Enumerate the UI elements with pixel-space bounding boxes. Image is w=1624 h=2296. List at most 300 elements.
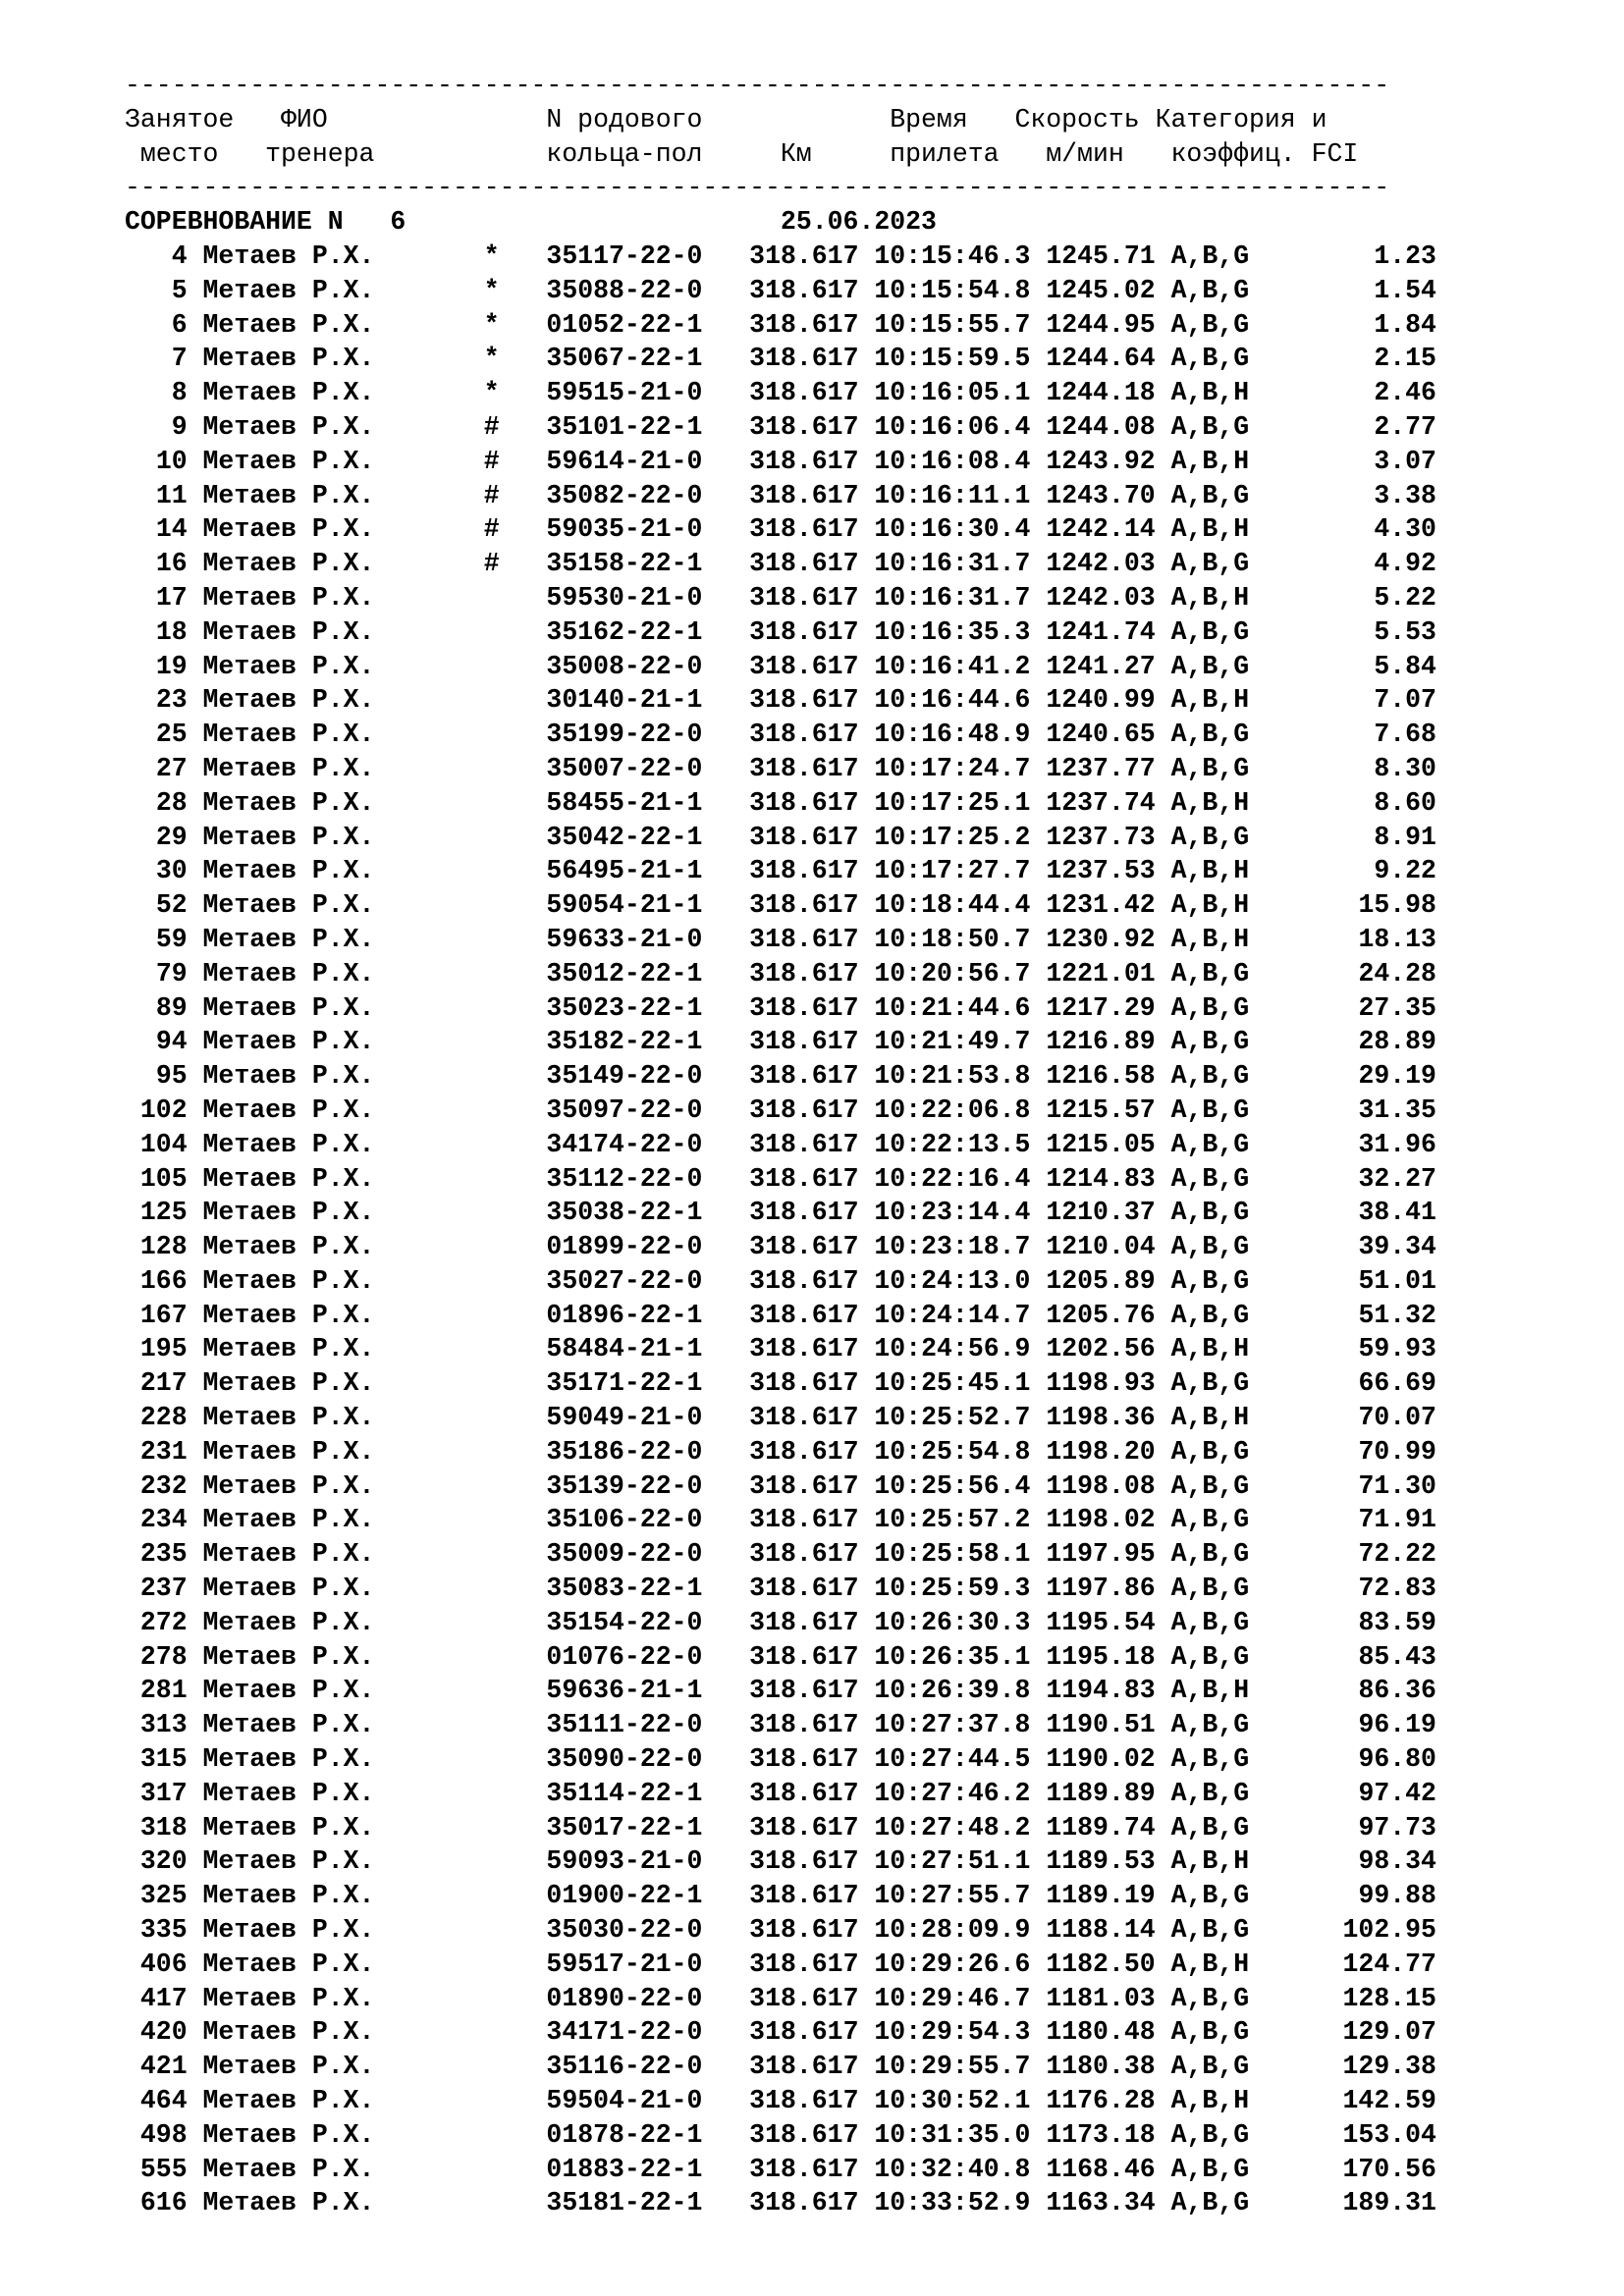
place-cell: 128 [139,1232,188,1262]
speed-cell: 1202.56 [1046,1334,1156,1364]
trainer-name-cell: Метаев Р.Х. [202,1846,375,1877]
table-row [125,1503,1597,1537]
speed-cell: 1180.48 [1046,2017,1156,2048]
ring-number-cell: 35090-22-0 [546,1744,703,1775]
place-cell: 317 [139,1778,188,1808]
arrival-time-cell: 10:18:50.7 [874,924,1031,954]
category-cell: A,B,G [1170,1027,1250,1057]
speed-cell: 1180.38 [1046,2052,1156,2082]
category-cell: A,B,G [1170,2017,1250,2048]
distance-km-cell: 318.617 [749,1915,859,1946]
arrival-time-cell: 10:16:05.1 [874,378,1031,408]
distance-km-cell: 318.617 [749,1881,859,1911]
trainer-name-cell: Метаев Р.Х. [202,1163,375,1194]
speed-cell: 1189.19 [1046,1881,1156,1911]
trainer-name-cell: Метаев Р.Х. [202,1744,375,1775]
place-cell: 14 [155,514,188,545]
arrival-time-cell: 10:17:25.2 [874,822,1031,852]
trainer-name-cell: Метаев Р.Х. [202,1436,375,1467]
speed-cell: 1215.05 [1046,1129,1156,1159]
arrival-time-cell: 10:29:54.3 [874,2017,1031,2048]
distance-km-cell: 318.617 [749,1778,859,1808]
table-row [125,1606,1597,1640]
speed-cell: 1237.77 [1046,753,1156,783]
fci-coefficient-cell: 51.32 [1358,1300,1436,1330]
fci-coefficient-cell: 142.59 [1342,2086,1436,2116]
distance-km-cell: 318.617 [749,890,859,921]
place-cell: 4 [171,240,188,271]
trainer-name-cell: Метаев Р.Х. [202,446,375,476]
place-cell: 105 [139,1163,188,1194]
ring-number-cell: 59530-21-0 [546,582,703,613]
table-row [125,1948,1597,1982]
fci-coefficient-cell: 8.91 [1374,822,1436,852]
arrival-time-cell: 10:16:35.3 [874,616,1031,647]
place-cell: 6 [171,309,188,340]
distance-km-cell: 318.617 [749,822,859,852]
ring-number-cell: 34171-22-0 [546,2017,703,2048]
ring-number-cell: 01052-22-1 [546,309,703,340]
trainer-name-cell: Метаев Р.Х. [202,2086,375,2116]
arrival-time-cell: 10:17:25.1 [874,787,1031,818]
place-cell: 25 [155,720,188,750]
trainer-name-cell: Метаев Р.Х. [202,992,375,1023]
mark-cell: * [483,275,500,305]
category-cell: A,B,H [1170,1846,1250,1877]
category-cell: A,B,G [1170,1300,1250,1330]
trainer-name-cell: Метаев Р.Х. [202,240,375,271]
ring-number-cell: 35097-22-0 [546,1095,703,1125]
speed-cell: 1210.04 [1046,1232,1156,1262]
fci-coefficient-cell: 3.38 [1374,480,1436,510]
ring-number-cell: 35067-22-1 [546,344,703,374]
place-cell: 27 [155,753,188,783]
arrival-time-cell: 10:25:57.2 [874,1505,1031,1535]
distance-km-cell: 318.617 [749,651,859,681]
arrival-time-cell: 10:16:30.4 [874,514,1031,545]
ring-number-cell: 59633-21-0 [546,924,703,954]
place-cell: 278 [139,1641,188,1672]
category-cell: A,B,G [1170,720,1250,750]
distance-km-cell: 318.617 [749,309,859,340]
speed-cell: 1221.01 [1046,958,1156,988]
ring-number-cell: 01883-22-1 [546,2154,703,2184]
table-row [125,240,1597,274]
trainer-name-cell: Метаев Р.Х. [202,1949,375,1979]
ring-number-cell: 01076-22-0 [546,1641,703,1672]
place-cell: 59 [155,924,188,954]
fci-coefficient-cell: 97.73 [1358,1812,1436,1842]
mark-cell: * [483,309,500,340]
place-cell: 417 [139,1983,188,2013]
trainer-name-cell: Метаев Р.Х. [202,1676,375,1706]
fci-coefficient-cell: 8.60 [1374,787,1436,818]
fci-coefficient-cell: 32.27 [1358,1163,1436,1194]
distance-km-cell: 318.617 [749,1061,859,1092]
distance-km-cell: 318.617 [749,1265,859,1296]
speed-cell: 1190.51 [1046,1710,1156,1740]
fci-coefficient-cell: 83.59 [1358,1607,1436,1637]
distance-km-cell: 318.617 [749,992,859,1023]
speed-cell: 1189.89 [1046,1778,1156,1808]
arrival-time-cell: 10:25:59.3 [874,1574,1031,1604]
speed-cell: 1205.76 [1046,1300,1156,1330]
trainer-name-cell: Метаев Р.Х. [202,344,375,374]
category-cell: A,B,G [1170,822,1250,852]
fci-coefficient-cell: 129.07 [1342,2017,1436,2048]
fci-coefficient-cell: 1.84 [1374,309,1436,340]
ring-number-cell: 34174-22-0 [546,1129,703,1159]
distance-km-cell: 318.617 [749,1539,859,1570]
ring-number-cell: 35007-22-0 [546,753,703,783]
place-cell: 89 [155,992,188,1023]
category-cell: A,B,H [1170,856,1250,886]
fci-coefficient-cell: 7.68 [1374,720,1436,750]
ring-number-cell: 35027-22-0 [546,1265,703,1296]
place-cell: 7 [171,344,188,374]
ring-number-cell: 35111-22-0 [546,1710,703,1740]
trainer-name-cell: Метаев Р.Х. [202,1403,375,1433]
fci-coefficient-cell: 2.15 [1374,344,1436,374]
ring-number-cell: 30140-21-1 [546,685,703,716]
place-cell: 335 [139,1915,188,1946]
speed-cell: 1205.89 [1046,1265,1156,1296]
top-rule: --------------------------------------------------------------------------------- [125,71,1390,100]
distance-km-cell: 318.617 [749,1710,859,1740]
fci-coefficient-cell: 86.36 [1358,1676,1436,1706]
place-cell: 17 [155,582,188,613]
trainer-name-cell: Метаев Р.Х. [202,685,375,716]
ring-number-cell: 35082-22-0 [546,480,703,510]
place-cell: 313 [139,1710,188,1740]
category-cell: A,B,G [1170,1061,1250,1092]
trainer-name-cell: Метаев Р.Х. [202,1300,375,1330]
distance-km-cell: 318.617 [749,1949,859,1979]
header-rule: --------------------------------------------------------------------------------- [125,173,1390,203]
table-row [125,854,1597,888]
fci-coefficient-cell: 98.34 [1358,1846,1436,1877]
distance-km-cell: 318.617 [749,1505,859,1535]
table-row [125,547,1597,581]
fci-coefficient-cell: 5.22 [1374,582,1436,613]
place-cell: 102 [139,1095,188,1125]
table-row [125,1572,1597,1606]
speed-cell: 1217.29 [1046,992,1156,1023]
ring-number-cell: 35106-22-0 [546,1505,703,1535]
fci-coefficient-cell: 66.69 [1358,1368,1436,1399]
distance-km-cell: 318.617 [749,958,859,988]
mark-cell: # [483,549,500,579]
arrival-time-cell: 10:15:59.5 [874,344,1031,374]
ring-number-cell: 35008-22-0 [546,651,703,681]
place-cell: 281 [139,1676,188,1706]
speed-cell: 1198.93 [1046,1368,1156,1399]
distance-km-cell: 318.617 [749,411,859,442]
fci-coefficient-cell: 189.31 [1342,2188,1436,2218]
trainer-name-cell: Метаев Р.Х. [202,1334,375,1364]
speed-cell: 1241.74 [1046,616,1156,647]
category-cell: A,B,G [1170,1881,1250,1911]
trainer-name-cell: Метаев Р.Х. [202,1710,375,1740]
table-row [125,923,1597,957]
trainer-name-cell: Метаев Р.Х. [202,275,375,305]
speed-cell: 1245.02 [1046,275,1156,305]
table-row [125,512,1597,547]
table-row [125,1366,1597,1401]
mark-cell: # [483,514,500,545]
arrival-time-cell: 10:29:26.6 [874,1949,1031,1979]
ring-number-cell: 35149-22-0 [546,1061,703,1092]
fci-coefficient-cell: 7.07 [1374,685,1436,716]
speed-cell: 1244.18 [1046,378,1156,408]
distance-km-cell: 318.617 [749,1812,859,1842]
arrival-time-cell: 10:21:53.8 [874,1061,1031,1092]
trainer-name-cell: Метаев Р.Х. [202,1061,375,1092]
category-cell: A,B,G [1170,275,1250,305]
table-row [125,2050,1597,2084]
trainer-name-cell: Метаев Р.Х. [202,2154,375,2184]
category-cell: A,B,G [1170,2119,1250,2150]
fci-coefficient-cell: 102.95 [1342,1915,1436,1946]
fci-coefficient-cell: 71.91 [1358,1505,1436,1535]
category-cell: A,B,G [1170,1915,1250,1946]
distance-km-cell: 318.617 [749,1436,859,1467]
speed-cell: 1210.37 [1046,1198,1156,1228]
fci-coefficient-cell: 2.46 [1374,378,1436,408]
arrival-time-cell: 10:25:56.4 [874,1470,1031,1501]
arrival-time-cell: 10:16:31.7 [874,582,1031,613]
place-cell: 406 [139,1949,188,1979]
arrival-time-cell: 10:24:13.0 [874,1265,1031,1296]
speed-cell: 1197.95 [1046,1539,1156,1570]
speed-cell: 1189.53 [1046,1846,1156,1877]
ring-number-cell: 35116-22-0 [546,2052,703,2082]
place-cell: 28 [155,787,188,818]
competition-line [125,205,1597,240]
fci-coefficient-cell: 99.88 [1358,1881,1436,1911]
place-cell: 217 [139,1368,188,1399]
table-row [125,274,1597,308]
speed-cell: 1190.02 [1046,1744,1156,1775]
speed-cell: 1244.64 [1046,344,1156,374]
distance-km-cell: 318.617 [749,1470,859,1501]
trainer-name-cell: Метаев Р.Х. [202,582,375,613]
speed-cell: 1198.36 [1046,1403,1156,1433]
table-row [125,1708,1597,1742]
place-cell: 498 [139,2119,188,2150]
trainer-name-cell: Метаев Р.Х. [202,514,375,545]
place-cell: 5 [171,275,188,305]
fci-coefficient-cell: 8.30 [1374,753,1436,783]
fci-coefficient-cell: 2.77 [1374,411,1436,442]
trainer-name-cell: Метаев Р.Х. [202,1983,375,2013]
table-row [125,1640,1597,1675]
speed-cell: 1237.74 [1046,787,1156,818]
distance-km-cell: 318.617 [749,549,859,579]
place-cell: 234 [139,1505,188,1535]
ring-number-cell: 01899-22-0 [546,1232,703,1262]
place-cell: 16 [155,549,188,579]
distance-km-cell: 318.617 [749,924,859,954]
arrival-time-cell: 10:27:37.8 [874,1710,1031,1740]
arrival-time-cell: 10:29:55.7 [874,2052,1031,2082]
table-row [125,752,1597,786]
fci-coefficient-cell: 70.99 [1358,1436,1436,1467]
table-row [125,1674,1597,1708]
category-cell: A,B,G [1170,1265,1250,1296]
trainer-name-cell: Метаев Р.Х. [202,1881,375,1911]
distance-km-cell: 318.617 [749,1198,859,1228]
fci-coefficient-cell: 96.19 [1358,1710,1436,1740]
speed-cell: 1173.18 [1046,2119,1156,2150]
category-cell: A,B,G [1170,309,1250,340]
category-cell: A,B,G [1170,1198,1250,1228]
table-row [125,581,1597,615]
speed-cell: 1168.46 [1046,2154,1156,2184]
arrival-time-cell: 10:20:56.7 [874,958,1031,988]
speed-cell: 1176.28 [1046,2086,1156,2116]
place-cell: 166 [139,1265,188,1296]
ring-number-cell: 35112-22-0 [546,1163,703,1194]
trainer-name-cell: Метаев Р.Х. [202,1198,375,1228]
table-row [125,1162,1597,1197]
distance-km-cell: 318.617 [749,2188,859,2218]
table-row [125,650,1597,684]
fci-coefficient-cell: 24.28 [1358,958,1436,988]
fci-coefficient-cell: 29.19 [1358,1061,1436,1092]
distance-km-cell: 318.617 [749,1129,859,1159]
category-cell: A,B,G [1170,1574,1250,1604]
fci-coefficient-cell: 128.15 [1342,1983,1436,2013]
ring-number-cell: 35017-22-1 [546,1812,703,1842]
trainer-name-cell: Метаев Р.Х. [202,1574,375,1604]
place-cell: 237 [139,1574,188,1604]
table-row [125,479,1597,513]
table-row [125,991,1597,1026]
fci-coefficient-cell: 153.04 [1342,2119,1436,2150]
mark-cell: * [483,344,500,374]
distance-km-cell: 318.617 [749,856,859,886]
fci-coefficient-cell: 71.30 [1358,1470,1436,1501]
trainer-name-cell: Метаев Р.Х. [202,1027,375,1057]
distance-km-cell: 318.617 [749,2086,859,2116]
category-cell: A,B,G [1170,1368,1250,1399]
distance-km-cell: 318.617 [749,1368,859,1399]
arrival-time-cell: 10:23:14.4 [874,1198,1031,1228]
ring-number-cell: 01900-22-1 [546,1881,703,1911]
fci-coefficient-cell: 18.13 [1358,924,1436,954]
category-cell: A,B,G [1170,2188,1250,2218]
distance-km-cell: 318.617 [749,344,859,374]
speed-cell: 1240.99 [1046,685,1156,716]
table-row [125,2015,1597,2050]
ring-number-cell: 59515-21-0 [546,378,703,408]
fci-coefficient-cell: 72.22 [1358,1539,1436,1570]
speed-cell: 1216.89 [1046,1027,1156,1057]
distance-km-cell: 318.617 [749,1232,859,1262]
table-row [125,1811,1597,1845]
speed-cell: 1216.58 [1046,1061,1156,1092]
table-row [125,308,1597,343]
table-row [125,1469,1597,1504]
trainer-name-cell: Метаев Р.Х. [202,378,375,408]
distance-km-cell: 318.617 [749,685,859,716]
distance-km-cell: 318.617 [749,378,859,408]
arrival-time-cell: 10:24:14.7 [874,1300,1031,1330]
ring-number-cell: 59517-21-0 [546,1949,703,1979]
arrival-time-cell: 10:16:31.7 [874,549,1031,579]
table-row [125,1844,1597,1879]
fci-coefficient-cell: 170.56 [1342,2154,1436,2184]
distance-km-cell: 318.617 [749,2154,859,2184]
fci-coefficient-cell: 1.54 [1374,275,1436,305]
distance-km-cell: 318.617 [749,514,859,545]
ring-number-cell: 35083-22-1 [546,1574,703,1604]
place-cell: 616 [139,2188,188,2218]
fci-coefficient-cell: 70.07 [1358,1403,1436,1433]
competition-label: СОРЕВНОВАНИЕ N [125,207,344,238]
category-cell: A,B,H [1170,378,1250,408]
category-cell: A,B,G [1170,1163,1250,1194]
speed-cell: 1194.83 [1046,1676,1156,1706]
trainer-name-cell: Метаев Р.Х. [202,958,375,988]
mark-cell: * [483,378,500,408]
category-cell: A,B,G [1170,1436,1250,1467]
place-cell: 167 [139,1300,188,1330]
ring-number-cell: 35023-22-1 [546,992,703,1023]
category-cell: A,B,G [1170,753,1250,783]
category-cell: A,B,G [1170,240,1250,271]
category-cell: A,B,G [1170,1641,1250,1672]
distance-km-cell: 318.617 [749,1846,859,1877]
category-cell: A,B,G [1170,1539,1250,1570]
speed-cell: 1243.92 [1046,446,1156,476]
category-cell: A,B,G [1170,1778,1250,1808]
place-cell: 272 [139,1607,188,1637]
category-cell: A,B,G [1170,1129,1250,1159]
distance-km-cell: 318.617 [749,787,859,818]
place-cell: 104 [139,1129,188,1159]
fci-coefficient-cell: 72.83 [1358,1574,1436,1604]
ring-number-cell: 35182-22-1 [546,1027,703,1057]
mark-cell: # [483,480,500,510]
speed-cell: 1243.70 [1046,480,1156,510]
table-row [125,1128,1597,1162]
ring-number-cell: 35181-22-1 [546,2188,703,2218]
category-cell: A,B,G [1170,549,1250,579]
arrival-time-cell: 10:21:44.6 [874,992,1031,1023]
arrival-time-cell: 10:27:48.2 [874,1812,1031,1842]
place-cell: 10 [155,446,188,476]
distance-km-cell: 318.617 [749,1163,859,1194]
table-row [125,1264,1597,1299]
trainer-name-cell: Метаев Р.Х. [202,1641,375,1672]
fci-coefficient-cell: 31.35 [1358,1095,1436,1125]
table-row [125,445,1597,479]
table-row [125,410,1597,445]
speed-cell: 1242.03 [1046,582,1156,613]
place-cell: 125 [139,1198,188,1228]
arrival-time-cell: 10:31:35.0 [874,2119,1031,2150]
category-cell: A,B,G [1170,1812,1250,1842]
trainer-name-cell: Метаев Р.Х. [202,1915,375,1946]
arrival-time-cell: 10:27:46.2 [874,1778,1031,1808]
trainer-name-cell: Метаев Р.Х. [202,549,375,579]
trainer-name-cell: Метаев Р.Х. [202,2188,375,2218]
speed-cell: 1198.20 [1046,1436,1156,1467]
ring-number-cell: 59504-21-0 [546,2086,703,2116]
arrival-time-cell: 10:32:40.8 [874,2154,1031,2184]
